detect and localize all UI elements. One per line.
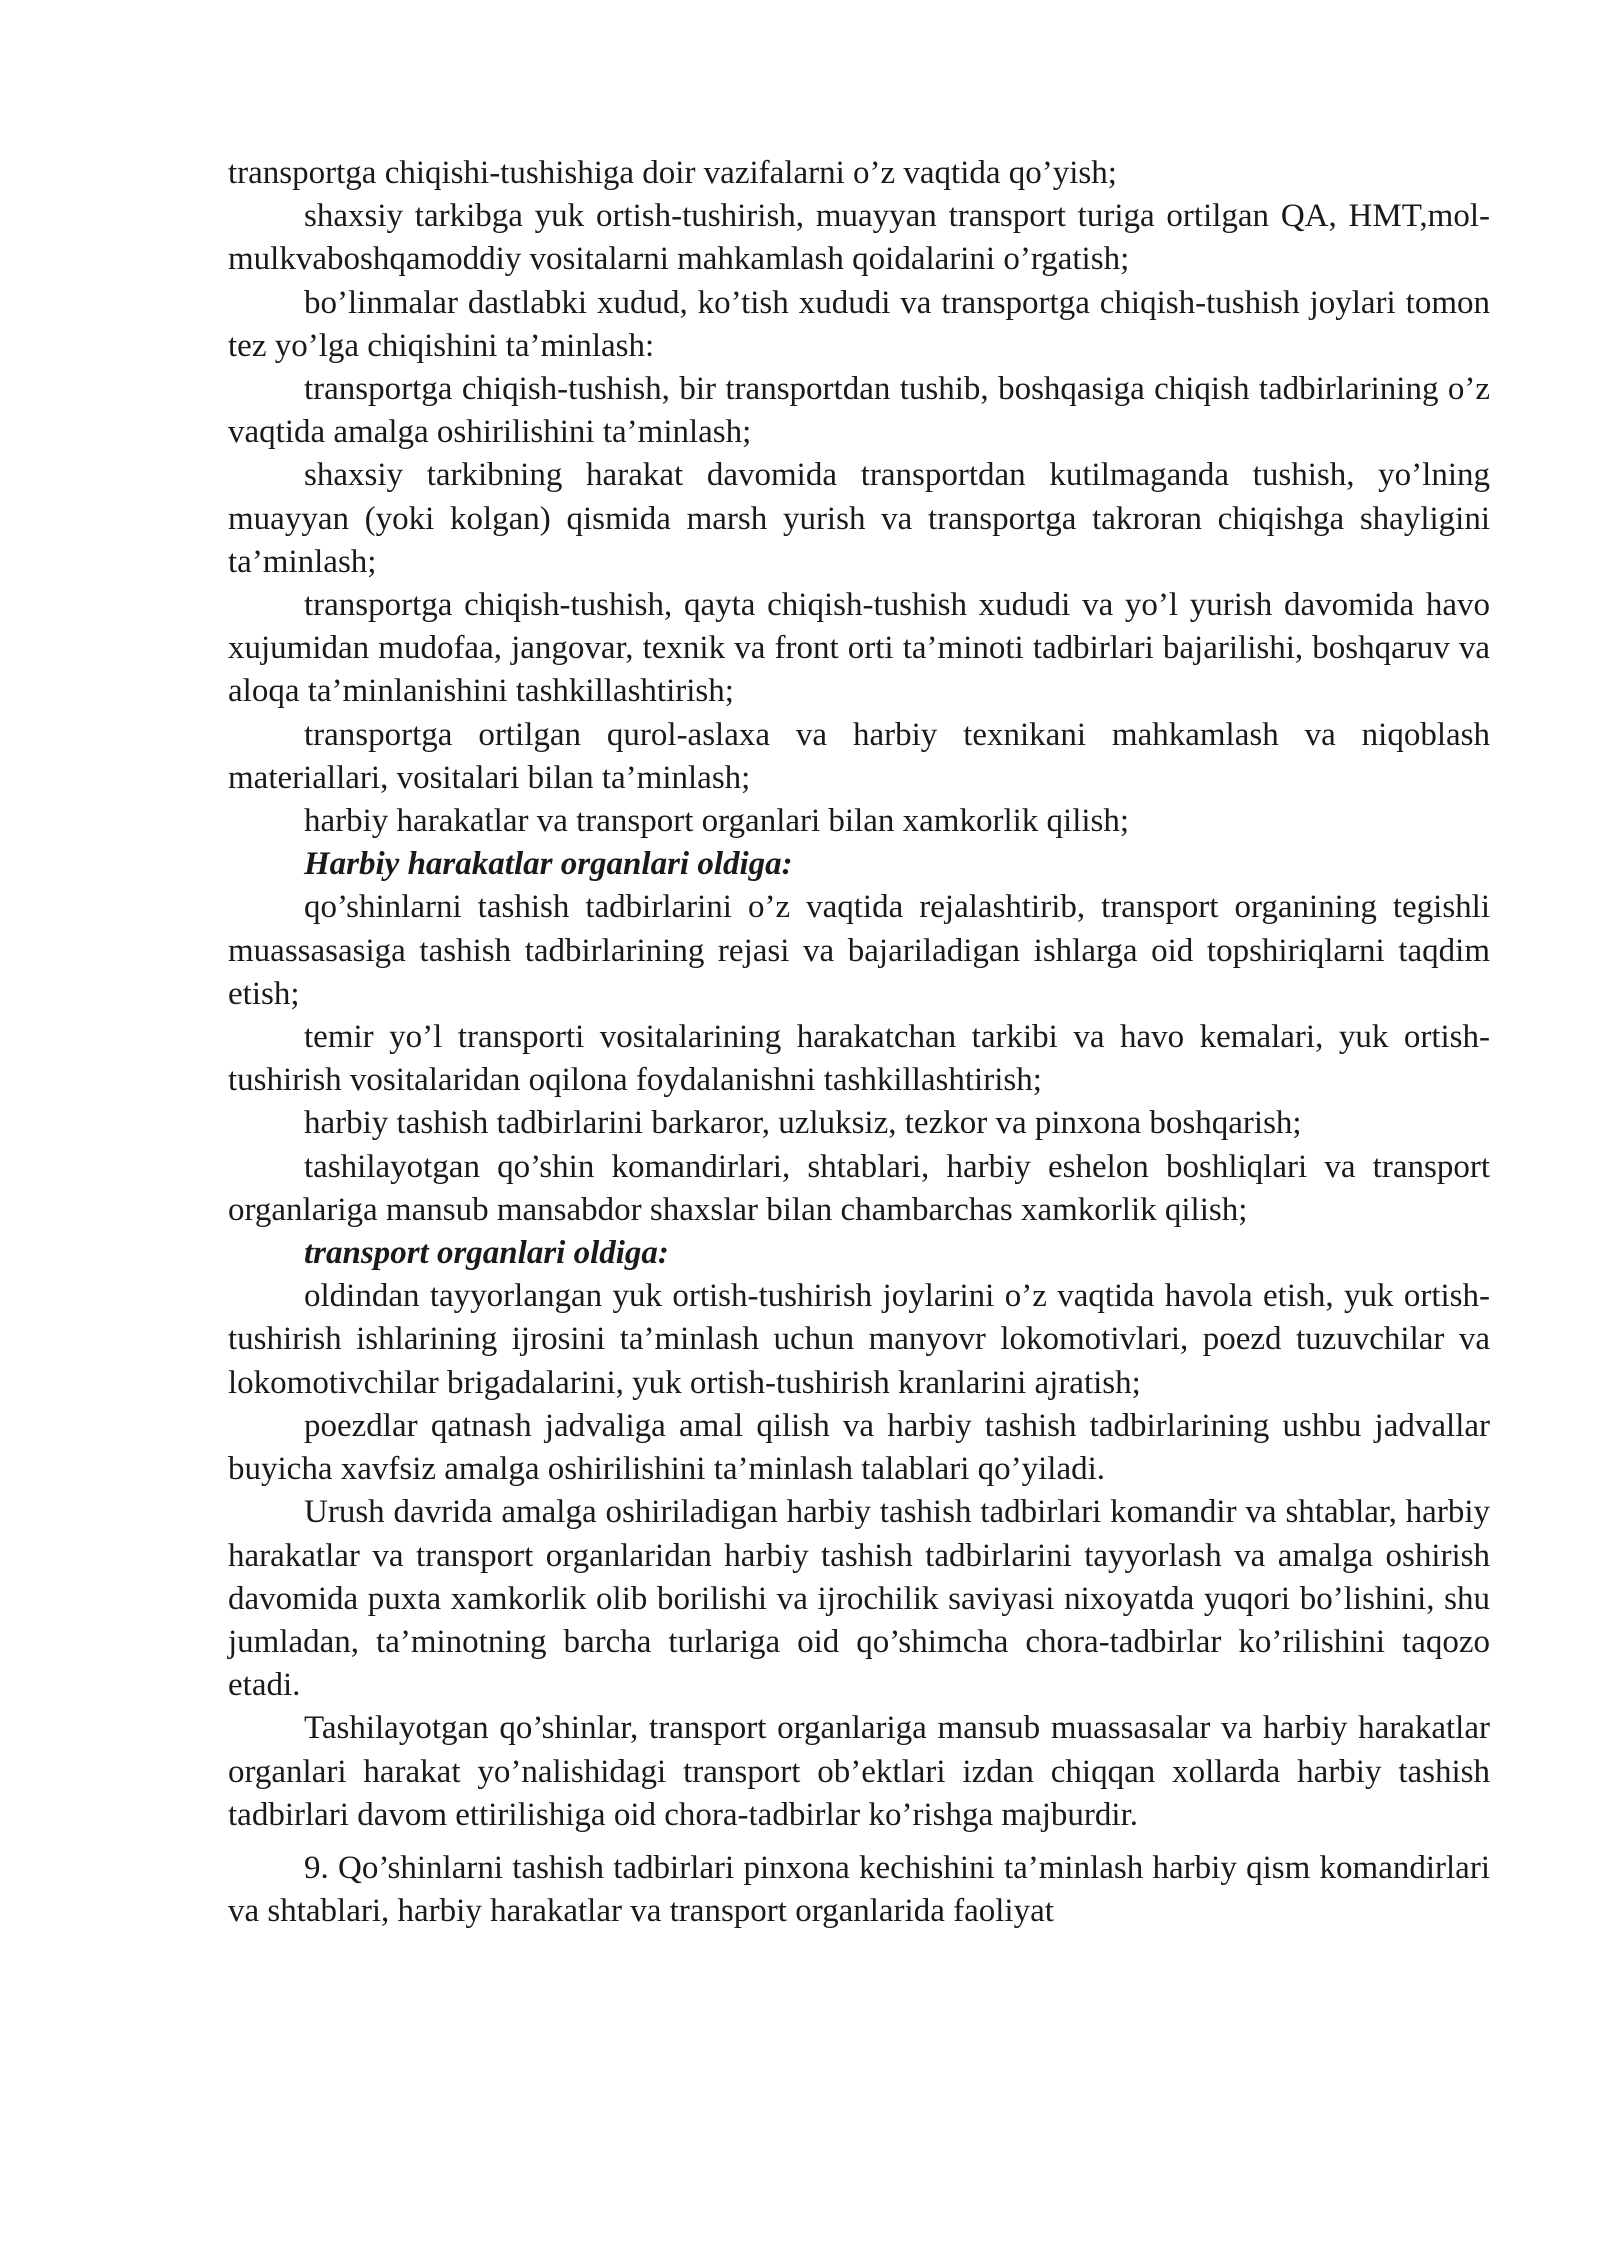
paragraph: transportga ortilgan qurol-aslaxa va harbiy texnikani mahkamlash va niqoblash materiallari, vositalari bilan ta’minlash; bbox=[228, 716, 1490, 796]
paragraph-continuation: transportga chiqishi-tushishiga doir vazifalarni o’z vaqtida qo’yish; bbox=[228, 155, 1117, 191]
paragraph: transportga chiqish-tushish, bir transportdan tushib, boshqasiga chiqish tadbirlarining o’z vaqtida amalga oshirilishini ta’minlash; bbox=[228, 371, 1490, 451]
paragraph: shaxsiy tarkibning harakat davomida transportdan kutilmaganda tushish, yo’lning muayyan (yoki kolgan) qismida marsh yurish va transportga takroran chiqishga shayligini ta’minlash; bbox=[228, 457, 1490, 580]
paragraph: shaxsiy tarkibga yuk ortish-tushirish, muayyan transport turiga ortilgan QA, HMT,mol-mulkvaboshqamoddiy vositalarni mahkamlash qoidalarini o’rgatish; bbox=[228, 198, 1490, 278]
paragraph: poezdlar qatnash jadvaliga amal qilish va harbiy tashish tadbirlarining ushbu jadvallar buyicha xavfsiz amalga oshirilishini ta’minlash talablari qo’yiladi. bbox=[228, 1407, 1490, 1488]
section-heading-harbiy-harakatlar: Harbiy harakatlar organlari oldiga: bbox=[304, 846, 793, 883]
numbered-paragraph-9: 9. Qo’shinlarni tashish tadbirlari pinxona kechishini ta’minlash harbiy qism komandirlari va shtablari, harbiy harakatlar va transport organlarida faoliyat bbox=[228, 1849, 1490, 1930]
paragraph: qo’shinlarni tashish tadbirlarini o’z vaqtida rejalashtirib, transport organining tegishli muassasasiga tashish tadbirlarining rejasi va bajariladigan ishlarga oid topshiriqlarni taqdim etish; bbox=[228, 889, 1490, 1012]
paragraph: temir yo’l transporti vositalarining harakatchan tarkibi va havo kemalari, yuk ortish-tushirish vositalaridan oqilona foydalanishni tashkillashtirish; bbox=[228, 1019, 1490, 1099]
paragraph: transportga chiqish-tushish, qayta chiqish-tushish xududi va yo’l yurish davomida havo xujumidan mudofaa, jangovar, texnik va front orti ta’minoti tadbirlari bajarilishi, boshqaruv va aloqa ta’minlanishini tashkillashtirish; bbox=[228, 587, 1490, 710]
paragraph: harbiy harakatlar va transport organlari bilan xamkorlik qilish; bbox=[304, 803, 1130, 840]
document-page bbox=[228, 152, 1490, 1933]
paragraph: bo’linmalar dastlabki xudud, ko’tish xududi va transportga chiqish-tushish joylari tomon tez yo’lga chiqishini ta’minlash: bbox=[228, 284, 1490, 364]
paragraph: Tashilayotgan qo’shinlar, transport organlariga mansub muassasalar va harbiy harakatlar organlari harakat yo’nalishidagi transport ob’ektlari izdan chiqqan xollarda harbiy tashish tadbirlari davom ettirilishiga oid chora-tadbirlar ko’rishga majburdir. bbox=[228, 1710, 1490, 1833]
paragraph: tashilayotgan qo’shin komandirlari, shtablari, harbiy eshelon boshliqlari va transport organlariga mansub mansabdor shaxslar bilan chambarchas xamkorlik qilish; bbox=[228, 1148, 1490, 1228]
section-heading-transport-organlari: transport organlari oldiga: bbox=[304, 1235, 669, 1272]
paragraph: harbiy tashish tadbirlarini barkaror, uzluksiz, tezkor va pinxona boshqarish; bbox=[304, 1105, 1302, 1142]
paragraph: Urush davrida amalga oshiriladigan harbiy tashish tadbirlari komandir va shtablar, harbiy harakatlar va transport organlaridan harbiy tashish tadbirlarini tayyorlash va amalga oshirish davomida puxta xamkorlik olib borilishi va ijrochilik saviyasi nixoyatda yuqori bo’lishini, shu jumladan, ta’minotning barcha turlariga oid qo’shimcha chora-tadbirlar ko’rilishini taqozo etadi. bbox=[228, 1494, 1490, 1704]
paragraph: oldindan tayyorlangan yuk ortish-tushirish joylarini o’z vaqtida havola etish, yuk ortish-tushirish ishlarining ijrosini ta’minlash uchun manyovr lokomotivlari, poezd tuzuvchilar va lokomotivchilar brigadalarini, yuk ortish-tushirish kranlarini ajratish; bbox=[228, 1278, 1490, 1401]
